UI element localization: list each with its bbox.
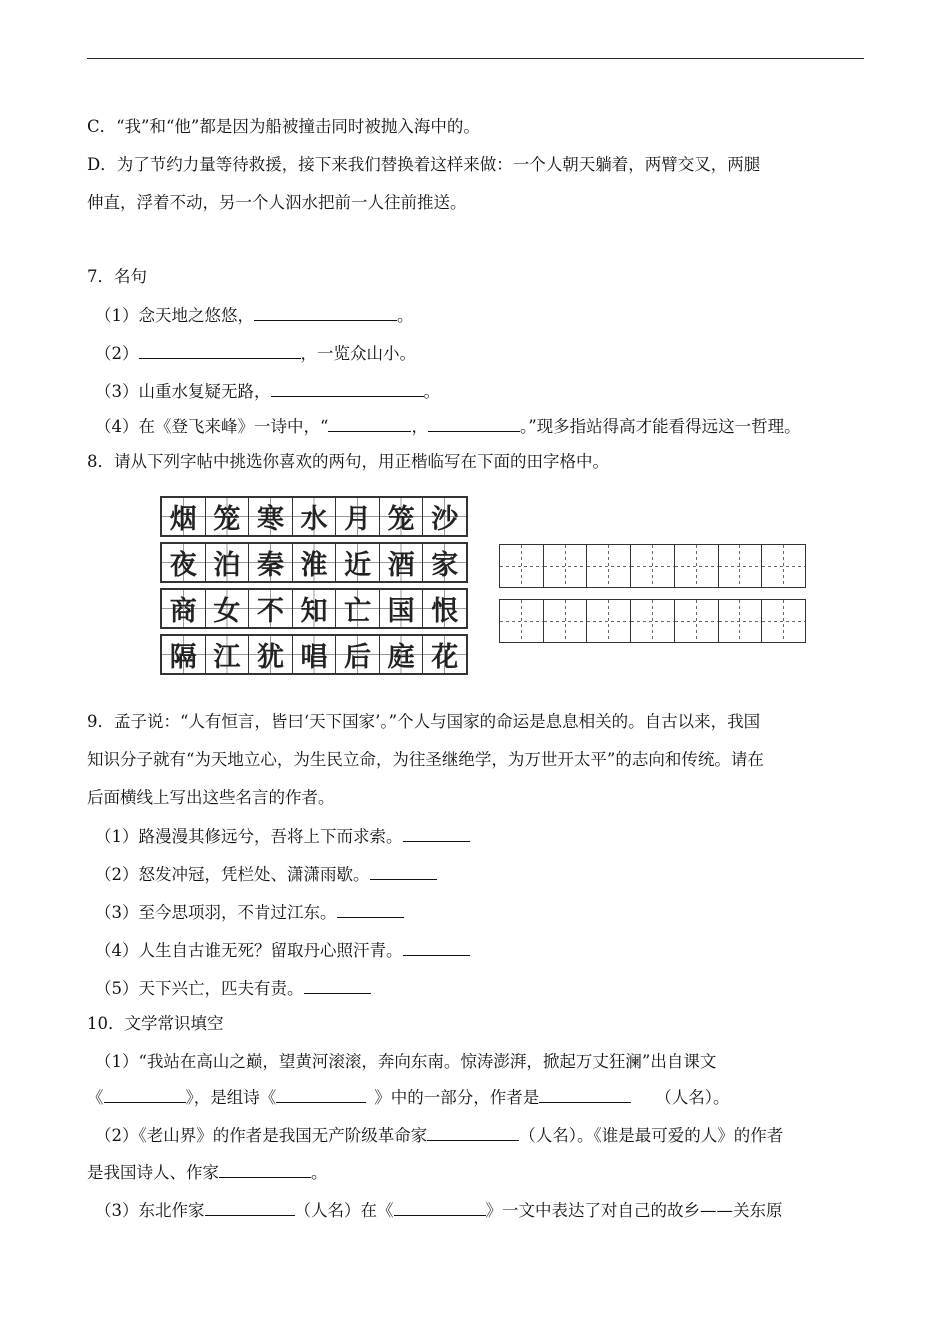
copybook-char: 知: [293, 590, 337, 627]
q7-item-1-end: 。: [397, 306, 414, 325]
q7-item-3-text: （3）山重水复疑无路，: [95, 382, 271, 401]
copybook-row: [160, 496, 468, 537]
copybook-char: 寒: [249, 498, 293, 535]
copybook-char: 江: [206, 636, 250, 673]
grid-cell[interactable]: [587, 545, 631, 587]
copybook-char: 家: [423, 544, 466, 581]
copybook-char: 沙: [423, 498, 466, 535]
q8-title: 8．请从下列字帖中挑选你喜欢的两句，用正楷临写在下面的田字格中。: [87, 452, 609, 471]
copybook-char: 唱: [293, 636, 337, 673]
grid-cell[interactable]: [500, 545, 544, 587]
answer-blank[interactable]: [271, 379, 424, 397]
copybook-char: 酒: [380, 544, 424, 581]
copybook: [160, 496, 468, 680]
answer-blank[interactable]: [403, 824, 470, 842]
copybook-char: 商: [162, 590, 206, 627]
grid-cell[interactable]: [587, 600, 631, 642]
copybook-char: 夜: [162, 544, 206, 581]
header-rule: [87, 58, 864, 59]
text: （人名）在《: [294, 1201, 394, 1220]
q7-item-1: [95, 303, 872, 327]
copybook-char: 恨: [423, 590, 466, 627]
grid-cell[interactable]: [544, 545, 588, 587]
text: （人名）。: [655, 1088, 730, 1107]
copybook-char: 笼: [206, 498, 250, 535]
q6-option-d-line2: 伸直，浮着不动，另一个人泅水把前一人往前推送。: [87, 193, 467, 212]
q9-item-4-text: （4）人生自古谁无死？留取丹心照汗青。: [95, 941, 403, 960]
copybook-char: 犹: [249, 636, 293, 673]
practice-grid-1[interactable]: [499, 544, 806, 588]
q9-item-2: [95, 862, 872, 886]
q6-option-d-line1: D．为了节约力量等待救援，接下来我们替换着这样来做：一个人朝天躺着，两臂交叉，两腿: [87, 155, 761, 174]
copybook-char: 月: [336, 498, 380, 535]
copybook-char: 水: [293, 498, 337, 535]
q7-item-1-text: （1）念天地之悠悠，: [95, 306, 254, 325]
grid-cell[interactable]: [762, 600, 805, 642]
q10-title: 10．文学常识填空: [87, 1014, 224, 1033]
q7-item-4: [95, 414, 872, 438]
q7-item-4-comma: ，: [411, 417, 428, 436]
text: （2）《老山界》的作者是我国无产阶级革命家: [95, 1126, 428, 1145]
copybook-row: [160, 588, 468, 629]
q9-line2: 知识分子就有“为天地立心，为生民立命，为往圣继绝学，为万世开太平”的志向和传统。请在: [87, 750, 764, 769]
copybook-char: 国: [380, 590, 424, 627]
copybook-char: 花: [423, 636, 466, 673]
q10-item-1-line1: （1）“我站在高山之巅，望黄河滚滚，奔向东南。惊涛澎湃，掀起万丈狂澜”出自课文: [95, 1052, 717, 1071]
q9-line1: 9．孟子说：“人有恒言，皆曰‘天下国家’。”个人与国家的命运是息息相关的。自古以来，我国: [87, 712, 761, 731]
copybook-char: 亡: [336, 590, 380, 627]
copybook-row: [160, 542, 468, 583]
q9-line3: 后面横线上写出这些名言的作者。: [87, 788, 335, 807]
copybook-char: 泊: [206, 544, 250, 581]
q9-item-5: [95, 976, 872, 1000]
q9-item-4: [95, 938, 872, 962]
copybook-char: 后: [336, 636, 380, 673]
grid-cell[interactable]: [631, 545, 675, 587]
answer-blank[interactable]: [254, 303, 397, 321]
copybook-char: 不: [249, 590, 293, 627]
q10-item-2-line1: [95, 1123, 872, 1147]
text: 》一文中表达了对自己的故乡——关东原: [485, 1201, 783, 1220]
q10-item-3-line1: [95, 1198, 872, 1222]
answer-blank[interactable]: [539, 1085, 631, 1103]
q9-item-1: [95, 824, 872, 848]
q7-item-2-text: ，一览众山小。: [300, 344, 416, 363]
answer-blank[interactable]: [219, 1160, 311, 1178]
grid-cell[interactable]: [719, 545, 763, 587]
copybook-row: [160, 634, 468, 675]
q10-item-1-line2: [87, 1085, 864, 1109]
text: 》中的一部分，作者是: [374, 1088, 540, 1107]
text: 》，是组诗《: [185, 1088, 277, 1107]
grid-cell[interactable]: [719, 600, 763, 642]
answer-blank[interactable]: [205, 1198, 295, 1216]
answer-blank[interactable]: [394, 1198, 486, 1216]
copybook-char: 近: [336, 544, 380, 581]
grid-cell[interactable]: [544, 600, 588, 642]
copybook-char: 笼: [380, 498, 424, 535]
q7-title: 7．名句: [87, 267, 147, 286]
copybook-char: 庭: [380, 636, 424, 673]
answer-blank[interactable]: [428, 414, 520, 432]
answer-blank[interactable]: [403, 938, 470, 956]
answer-blank[interactable]: [276, 1085, 366, 1103]
practice-grid-2[interactable]: [499, 599, 806, 643]
answer-blank[interactable]: [337, 900, 404, 918]
copybook-char: 女: [206, 590, 250, 627]
copybook-char: 淮: [293, 544, 337, 581]
q9-item-3-text: （3）至今思项羽，不肯过江东。: [95, 903, 337, 922]
q9-item-5-text: （5）天下兴亡，匹夫有责。: [95, 979, 304, 998]
grid-cell[interactable]: [675, 600, 719, 642]
answer-blank[interactable]: [370, 862, 437, 880]
copybook-char: 隔: [162, 636, 206, 673]
answer-blank[interactable]: [427, 1123, 519, 1141]
text: （3）东北作家: [95, 1201, 205, 1220]
q7-item-2: [95, 341, 872, 365]
copybook-char: 烟: [162, 498, 206, 535]
grid-cell[interactable]: [762, 545, 805, 587]
q10-item-2-line2: [87, 1160, 864, 1184]
answer-blank[interactable]: [139, 341, 301, 359]
q7-item-3: [95, 379, 872, 403]
grid-cell[interactable]: [500, 600, 544, 642]
q9-item-2-text: （2）怒发冲冠，凭栏处、潇潇雨歇。: [95, 865, 370, 884]
text: 。: [311, 1163, 328, 1182]
q9-item-3: [95, 900, 872, 924]
text: （人名）。《谁是最可爱的人》的作者: [519, 1126, 784, 1145]
copybook-char: 秦: [249, 544, 293, 581]
q7-item-2-num: （2）: [95, 344, 139, 363]
q6-option-c: C．“我”和“他”都是因为船被撞击同时被抛入海中的。: [87, 117, 480, 136]
text: 《: [87, 1088, 104, 1107]
q7-item-4-end: 。”现多指站得高才能看得远这一哲理。: [519, 417, 801, 436]
answer-blank[interactable]: [304, 976, 371, 994]
q9-item-1-text: （1）路漫漫其修远兮，吾将上下而求索。: [95, 827, 403, 846]
answer-blank[interactable]: [328, 414, 411, 432]
grid-cell[interactable]: [675, 545, 719, 587]
grid-cell[interactable]: [631, 600, 675, 642]
text: 是我国诗人、作家: [87, 1163, 219, 1182]
q7-item-4-text: （4）在《登飞来峰》一诗中，“: [95, 417, 329, 436]
q7-item-3-end: 。: [423, 382, 440, 401]
answer-blank[interactable]: [104, 1085, 186, 1103]
